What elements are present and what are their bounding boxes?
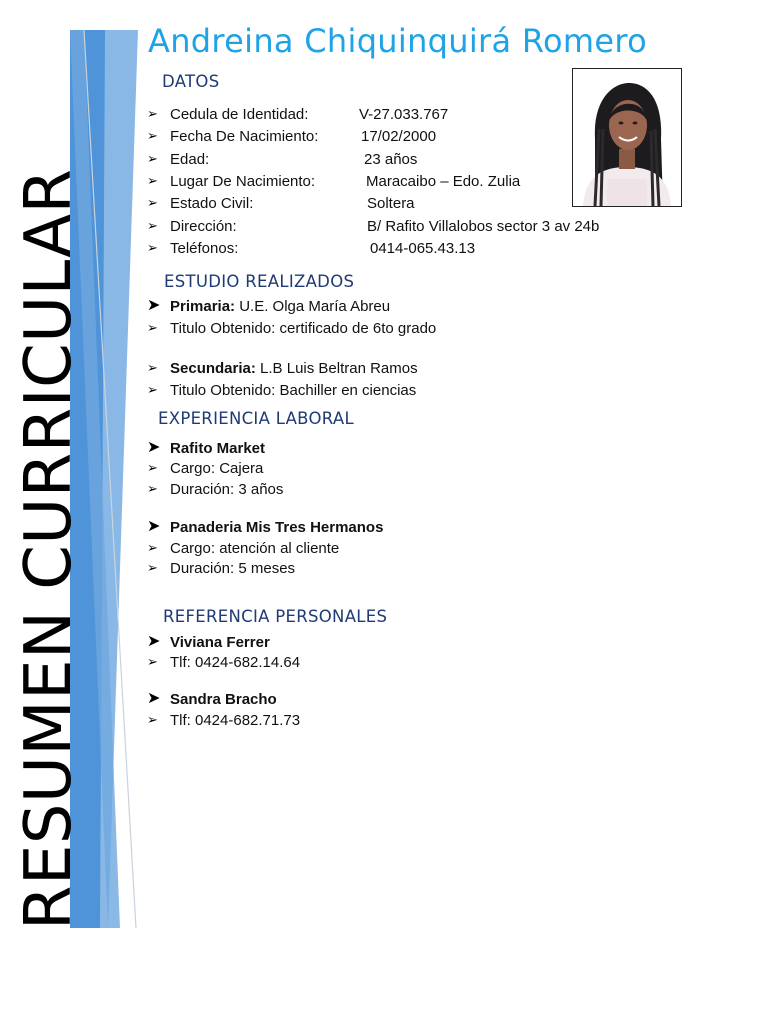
dato-label: Edad: (170, 151, 210, 168)
secundaria-label: Secundaria: (170, 360, 256, 377)
dato-label: Lugar De Nacimiento: (170, 173, 316, 190)
arrow-bullet-icon: ➢ (147, 360, 158, 375)
arrow-bullet-icon: ➤ (147, 439, 161, 456)
arrow-bullet-icon: ➢ (147, 560, 158, 575)
dato-value: 0414-065.43.13 (370, 240, 476, 257)
arrow-bullet-icon: ➢ (147, 712, 158, 727)
arrow-bullet-icon: ➢ (147, 481, 158, 496)
referencia-tlf: Tlf: 0424-682.71.73 (170, 712, 301, 729)
arrow-bullet-icon: ➢ (147, 106, 158, 121)
dato-value: Maracaibo – Edo. Zulia (366, 173, 521, 190)
arrow-bullet-icon: ➤ (147, 297, 161, 314)
referencia-nombre: Sandra Bracho (170, 691, 277, 708)
candidate-name: Andreina Chiquinquirá Romero (148, 22, 647, 60)
section-heading-experiencia: EXPERIENCIA LABORAL (158, 409, 354, 428)
section-heading-referencias: REFERENCIA PERSONALES (163, 607, 388, 626)
empresa-name: Panaderia Mis Tres Hermanos (170, 519, 384, 536)
arrow-bullet-icon: ➢ (147, 151, 158, 166)
dato-label: Fecha De Nacimiento: (170, 128, 319, 145)
referencia-nombre: Viviana Ferrer (170, 634, 270, 651)
arrow-bullet-icon: ➤ (147, 690, 161, 707)
dato-label: Estado Civil: (170, 195, 254, 212)
section-heading-datos: DATOS (162, 72, 220, 91)
cargo: Cargo: Cajera (170, 460, 264, 477)
section-heading-estudios: ESTUDIO REALIZADOS (164, 272, 355, 291)
duracion: Duración: 3 años (170, 481, 284, 498)
arrow-bullet-icon: ➢ (147, 173, 158, 188)
primaria-titulo: Titulo Obtenido: certificado de 6to grado (170, 320, 437, 337)
profile-photo (572, 68, 682, 207)
arrow-bullet-icon: ➢ (147, 320, 158, 335)
arrow-bullet-icon: ➢ (147, 240, 158, 255)
arrow-bullet-icon: ➢ (147, 540, 158, 555)
arrow-bullet-icon: ➢ (147, 654, 158, 669)
duracion: Duración: 5 meses (170, 560, 296, 577)
dato-label: Teléfonos: (170, 240, 239, 257)
dato-value: V-27.033.767 (359, 106, 449, 123)
arrow-bullet-icon: ➢ (147, 218, 158, 233)
arrow-bullet-icon: ➢ (147, 382, 158, 397)
dato-value: B/ Rafito Villalobos sector 3 av 24b (367, 218, 600, 235)
dato-value: Soltera (367, 195, 415, 212)
secundaria-value: L.B Luis Beltran Ramos (255, 360, 418, 377)
secundaria-titulo: Titulo Obtenido: Bachiller en ciencias (170, 382, 417, 399)
dato-value: 23 años (364, 151, 418, 168)
arrow-bullet-icon: ➢ (147, 460, 158, 475)
vertical-title: RESUMEN CURRICULAR (12, 168, 86, 930)
primaria-label: Primaria: (170, 298, 236, 315)
arrow-bullet-icon: ➤ (147, 633, 161, 650)
dato-label: Cedula de Identidad: (170, 106, 309, 123)
arrow-bullet-icon: ➢ (147, 195, 158, 210)
referencia-tlf: Tlf: 0424-682.14.64 (170, 654, 301, 671)
dato-label: Dirección: (170, 218, 237, 235)
primaria-value: U.E. Olga María Abreu (235, 298, 391, 315)
arrow-bullet-icon: ➢ (147, 128, 158, 143)
arrow-bullet-icon: ➤ (147, 518, 161, 535)
dato-value: 17/02/2000 (361, 128, 437, 145)
empresa-name: Rafito Market (170, 440, 266, 457)
cargo: Cargo: atención al cliente (170, 540, 340, 557)
